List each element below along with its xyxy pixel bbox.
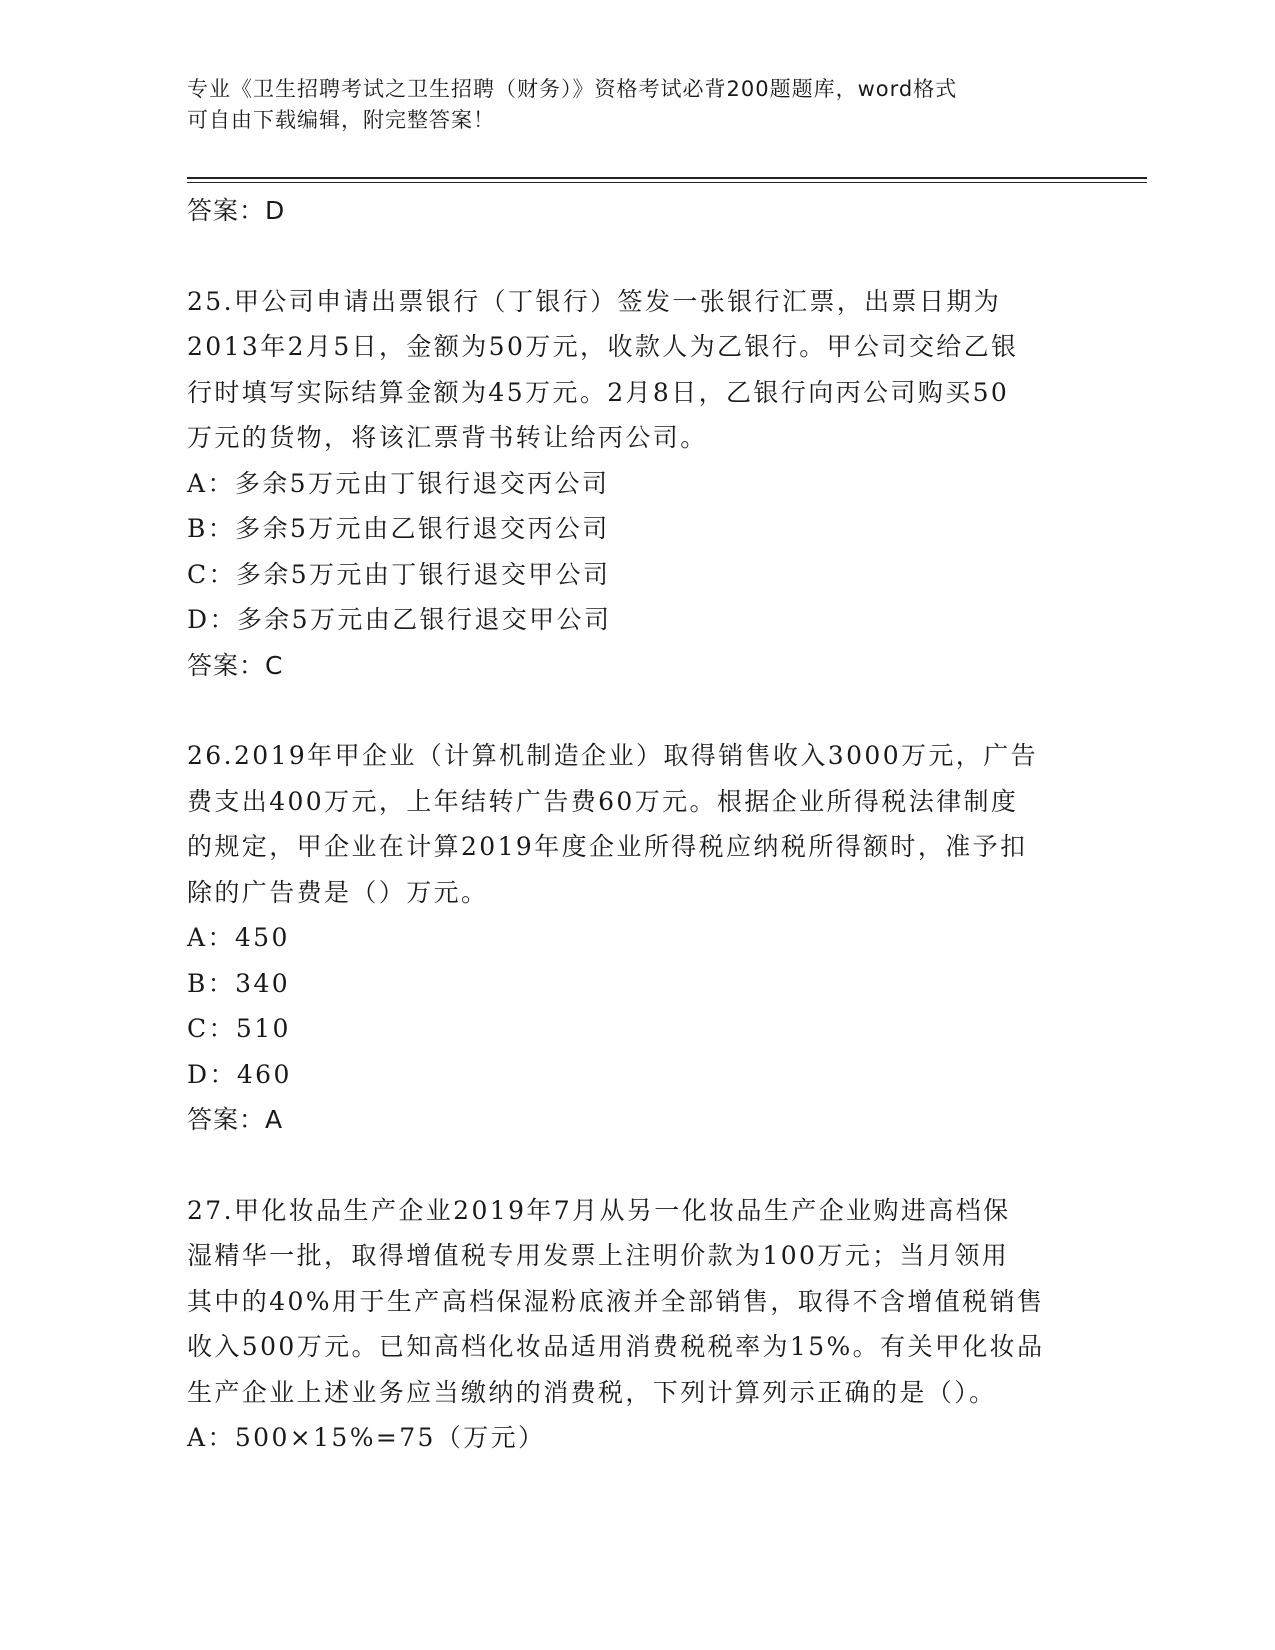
question-text-line: 费支出400万元，上年结转广告费60万元。根据企业所得税法律制度 [187, 786, 1019, 816]
question-text-line: 万元的货物，将该汇票背书转让给丙公司。 [187, 423, 708, 452]
question-text-line: 的规定，甲企业在计算2019年度企业所得税应纳税所得额时，准予扣 [187, 832, 1028, 861]
question-text-line: 湿精华一批，取得增值税专用发票上注明价款为100万元；当月领用 [187, 1241, 1010, 1270]
question-text-line: 生产企业上述业务应当缴纳的消费税，下列计算列示正确的是（）。 [187, 1377, 997, 1407]
answer-line: 答案：C [187, 650, 284, 680]
option-c: C：510 [187, 1014, 291, 1043]
header-divider-thin [187, 182, 1147, 183]
question-text-line: 26.2019年甲企业（计算机制造企业）取得销售收入3000万元，广告 [187, 741, 1039, 770]
question-text-line: 其中的40%用于生产高档保湿粉底液并全部销售，取得不含增值税销售 [187, 1286, 1045, 1316]
option-b: B：多余5万元由乙银行退交丙公司 [187, 514, 610, 543]
option-a: A：450 [187, 923, 290, 952]
answer-line: 答案：A [187, 1105, 284, 1134]
question-26 [187, 733, 1087, 1143]
block-spacer [187, 1143, 1087, 1188]
block-spacer [187, 688, 1087, 733]
question-text-line: 收入500万元。已知高档化妆品适用消费税税率为15%。有关甲化妆品 [187, 1332, 1045, 1361]
option-c: C：多余5万元由丁银行退交甲公司 [187, 559, 611, 589]
header-title-line-2: 可自由下载编辑，附完整答案！ [187, 108, 495, 132]
question-text-line: 行时填写实际结算金额为45万元。2月8日，乙银行向丙公司购买50 [187, 377, 1010, 407]
header-title-line-1: 专业《卫生招聘考试之卫生招聘（财务）》资格考试必背200题题库，word格式 [187, 77, 958, 101]
question-text-line: 除的广告费是（）万元。 [187, 877, 489, 907]
option-a: A：500×15%=75（万元） [187, 1423, 546, 1452]
question-25 [187, 279, 1087, 689]
block-spacer [187, 234, 1087, 279]
question-27 [187, 1188, 1087, 1461]
option-d: D：多余5万元由乙银行退交甲公司 [187, 605, 612, 634]
page-header [187, 74, 1087, 136]
answer-line: 答案：D [187, 196, 286, 225]
option-a: A：多余5万元由丁银行退交丙公司 [187, 468, 610, 498]
document-body [187, 188, 1087, 1461]
option-d: D：460 [187, 1059, 292, 1089]
header-divider-thick [187, 177, 1147, 179]
question-text-line: 2013年2月5日，金额为50万元，收款人为乙银行。甲公司交给乙银 [187, 332, 1019, 361]
option-b: B：340 [187, 968, 291, 998]
question-text-line: 27.甲化妆品生产企业2019年7月从另一化妆品生产企业购进高档保 [187, 1195, 1011, 1225]
question-text-line: 25.甲公司申请出票银行（丁银行）签发一张银行汇票，出票日期为 [187, 286, 1002, 316]
